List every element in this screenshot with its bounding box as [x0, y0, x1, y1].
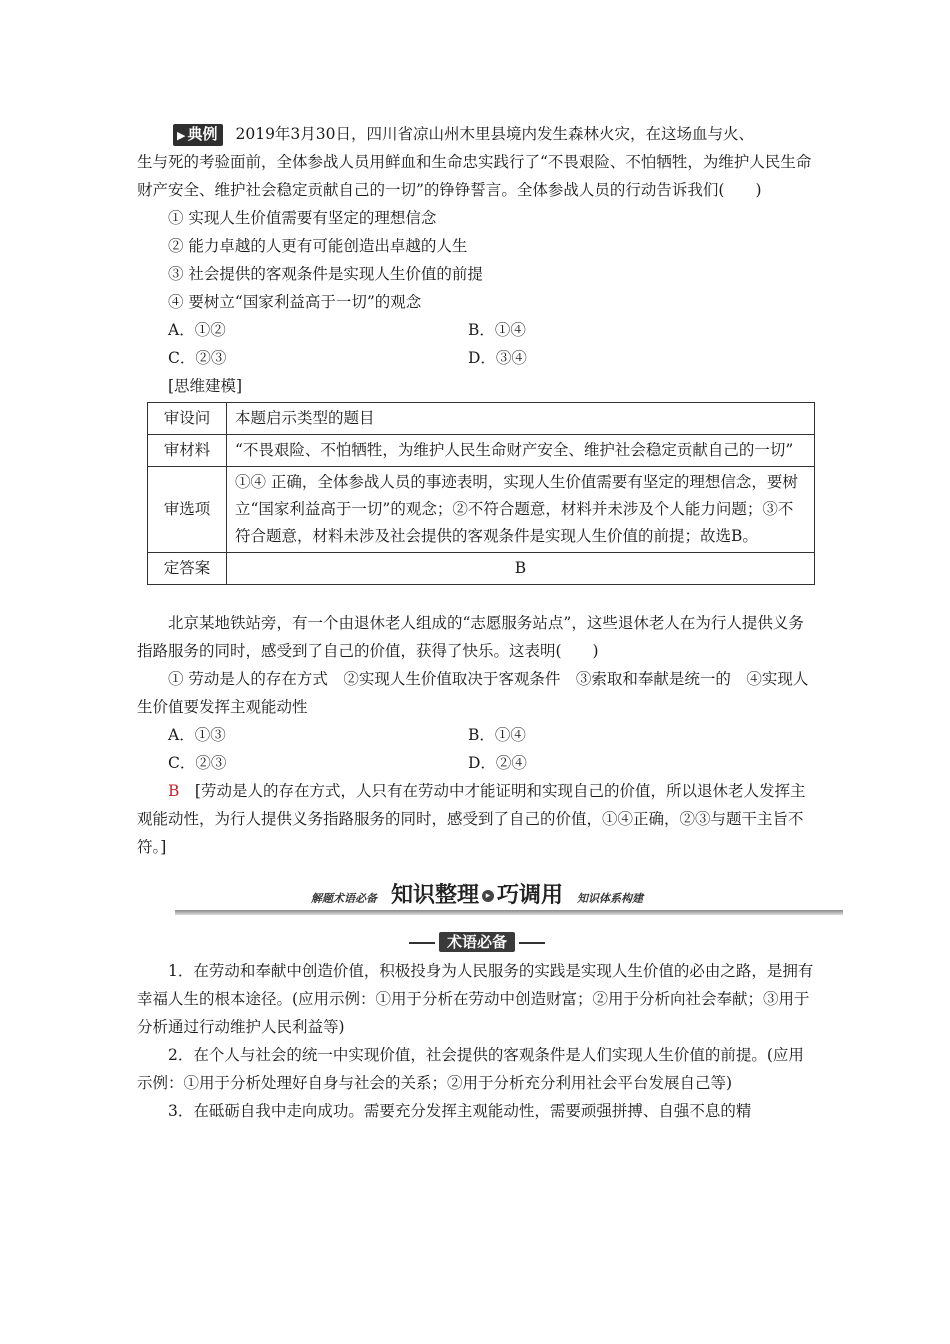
term-3: 3．在砥砺自我中走向成功。需要充分发挥主观能动性，需要顽强拼搏、自强不息的精 — [168, 1102, 752, 1120]
content-column — [137, 120, 817, 1125]
section-band-row — [137, 881, 817, 909]
practice-option-c: C．②③ — [168, 754, 227, 772]
practice-items: ① 劳动是人的存在方式 ②实现人生价值取决于客观条件 ③索取和奉献是统一的 ④实现人生价值要发挥主观能动性 — [137, 670, 809, 716]
example-option-a: A．①② — [168, 321, 226, 339]
section-left-caption: 解题术语必备 — [310, 892, 377, 905]
subheading-label: 术语必备 — [439, 932, 515, 952]
practice-stem: 北京某地铁站旁，有一个由退休老人组成的“志愿服务站点”，这些退休老人在为行人提供义务指路服务的同时，感受到了自己的价值，获得了快乐。这表明( ) — [137, 614, 804, 660]
practice-option-d: D．②④ — [468, 754, 527, 772]
example-option-c: C．②③ — [168, 349, 227, 367]
thinking-value-3: ①④ 正确，全体参战人员的事迹表明，实现人生价值需要有坚定的理想信念，要树立“国家利益高于一切”的观念；②不符合题意，材料并未涉及个人能力问题；③不符合题意，材料未涉及社会提供的客观条件是实现人生价值的前提；故选B。 — [227, 467, 815, 553]
section-title-b: 巧调用 — [497, 883, 564, 908]
example-item-2: ② 能力卓越的人更有可能创造出卓越的人生 — [168, 237, 468, 255]
answer-letter: B — [168, 782, 180, 800]
practice-options-row-2 — [137, 749, 817, 777]
subheading-wrap — [137, 931, 817, 953]
practice-answer — [137, 777, 817, 861]
table-row — [148, 553, 815, 585]
thinking-value-2: “不畏艰险、不怕牺牲，为维护人民生命财产安全、维护社会稳定贡献自己的一切” — [227, 435, 815, 467]
term-2: 2．在个人与社会的统一中实现价值，社会提供的客观条件是人们实现人生价值的前提。(应用示例：①用于分析处理好自身与社会的关系；②用于分析充分利用社会平台发展自己等) — [137, 1046, 804, 1092]
triangle-arrow-icon: ▶ — [177, 129, 186, 142]
section-band — [137, 881, 817, 917]
example-tag-label: 典例 — [187, 125, 218, 143]
circle-arrow-icon: ▸ — [482, 890, 494, 902]
section-right-caption: 知识体系构建 — [577, 892, 644, 905]
subheading — [409, 931, 545, 953]
practice-option-b: B．①④ — [468, 726, 526, 744]
table-row — [148, 403, 815, 435]
example-stem-line — [137, 120, 817, 148]
table-row — [148, 467, 815, 553]
example-options-row-2 — [137, 344, 817, 372]
example-item-1: ① 实现人生价值需要有坚定的理想信念 — [168, 209, 437, 227]
thinking-table — [147, 402, 815, 585]
example-item-3: ③ 社会提供的客观条件是实现人生价值的前提 — [168, 265, 483, 283]
thinking-value-4: B — [227, 553, 815, 585]
example-options-row-1 — [137, 316, 817, 344]
practice-options-row-1 — [137, 721, 817, 749]
section-title-a: 知识整理 — [390, 883, 479, 908]
section-divider — [175, 910, 843, 915]
section-title — [391, 878, 563, 909]
thinking-value-1: 本题启示类型的题目 — [227, 403, 815, 435]
example-tag — [173, 124, 223, 146]
practice-option-a: A．①③ — [168, 726, 226, 744]
thinking-label: [思维建模] — [168, 377, 243, 395]
example-stem-rest: 生与死的考验面前，全体参战人员用鲜血和生命忠实践行了“不畏艰险、不怕牺牲，为维护人民生命财产安全、维护社会稳定贡献自己的一切”的铮铮誓言。全体参战人员的行动告诉我们( ) — [137, 153, 812, 199]
term-1: 1．在劳动和奉献中创造价值，积极投身为人民服务的实践是实现人生价值的必由之路，是拥有幸福人生的根本途径。(应用示例：①用于分析在劳动中创造财富；②用于分析向社会奉献；③用于分析通过行动维护人民利益等) — [137, 962, 814, 1036]
example-option-d: D．③④ — [468, 349, 527, 367]
thinking-key-2: 审材料 — [148, 435, 227, 467]
example-option-b: B．①④ — [468, 321, 526, 339]
thinking-key-3: 审选项 — [148, 467, 227, 553]
thinking-key-4: 定答案 — [148, 553, 227, 585]
thinking-key-1: 审设问 — [148, 403, 227, 435]
answer-explanation: [劳动是人的存在方式，人只有在劳动中才能证明和实现自己的价值，所以退休老人发挥主观能动性，为行人提供义务指路服务的同时，感受到了自己的价值，①④正确，②③与题干主旨不符。] — [137, 782, 806, 856]
example-stem-first: 2019年3月30日，四川省凉山州木里县境内发生森林火灾，在这场血与火、 — [235, 125, 755, 143]
example-item-4: ④ 要树立“国家利益高于一切”的观念 — [168, 293, 422, 311]
table-row — [148, 435, 815, 467]
